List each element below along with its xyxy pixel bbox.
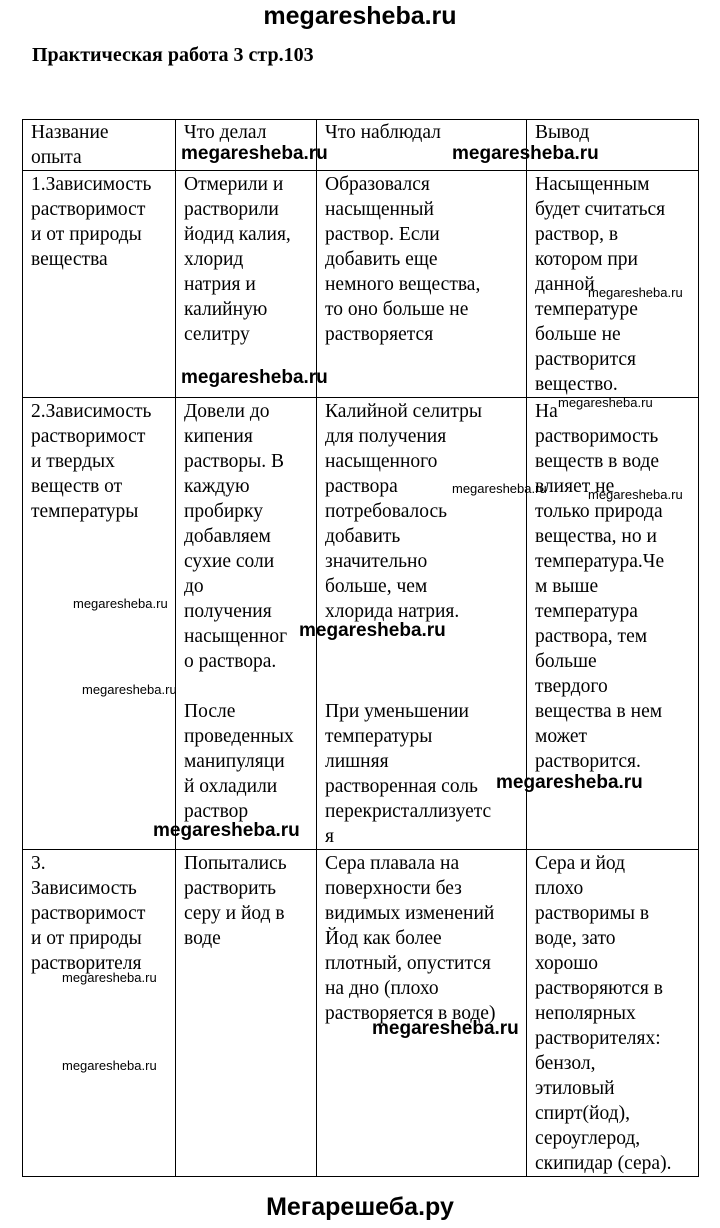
conclusion-cell: Насыщенным будет считаться раствор, в котором при данной температуре больше не растворится вещество. [527, 171, 699, 398]
watermark: megaresheba.ru [372, 1018, 519, 1039]
table-row [23, 850, 699, 1177]
what-observed-cell: Образовался насыщенный раствор. Если добавить еще немного вещества, то оно больше не растворяется [317, 171, 527, 398]
experiment-name-cell: 3. Зависимость растворимост и от природы растворителя [23, 850, 176, 1177]
watermark: megaresheba.ru [588, 487, 683, 502]
site-header: megaresheba.ru [263, 2, 457, 30]
watermark: megaresheba.ru [452, 143, 599, 164]
watermark: megaresheba.ru [452, 481, 547, 496]
what-did-cell [176, 398, 317, 850]
watermark: megaresheba.ru [181, 367, 328, 388]
watermark: megaresheba.ru [181, 143, 328, 164]
watermark: megaresheba.ru [588, 285, 683, 300]
header-what-did: Что делал [176, 120, 317, 171]
conclusion-cell: На растворимость веществ в воде влияет не только природа вещества, но и температура.Че м выше температура раствора, тем больше твердого вещества в нем может растворится. [527, 398, 699, 850]
watermark: megaresheba.ru [73, 596, 168, 611]
page-title: Практическая работа 3 стр.103 [32, 44, 314, 66]
what-observed-part-2: При уменьшении температуры лишняя растворенная соль перекристаллизуетс я [325, 701, 492, 847]
watermark: megaresheba.ru [153, 820, 300, 841]
practical-work-table [22, 119, 699, 1177]
watermark: megaresheba.ru [62, 970, 157, 985]
watermark: megaresheba.ru [82, 682, 177, 697]
what-observed-part-1: Калийной селитры для получения насыщенного раствора потребовалось добавить значительно больше, чем хлорида натрия. [325, 401, 482, 622]
header-what-observed: Что наблюдал [317, 120, 527, 171]
table-row [23, 171, 699, 398]
watermark: megaresheba.ru [299, 620, 446, 641]
header-conclusion: Вывод [527, 120, 699, 171]
what-did-cell: Отмерили и растворили йодид калия, хлорид натрия и калийную селитру [176, 171, 317, 398]
what-observed-cell: Сера плавала на поверхности без видимых изменений Йод как более плотный, опустится на дно (плохо растворяется в воде) [317, 850, 527, 1177]
experiment-name-cell: 1.Зависимость растворимост и от природы вещества [23, 171, 176, 398]
conclusion-cell: Сера и йод плохо растворимы в воде, зато хорошо растворяются в неполярных растворителях: бензол, этиловый спирт(йод), сероуглерод, скипидар (сера). [527, 850, 699, 1177]
watermark: megaresheba.ru [558, 395, 653, 410]
experiment-name-cell: 2.Зависимость растворимост и твердых веществ от температуры [23, 398, 176, 850]
what-did-cell: Попытались растворить серу и йод в воде [176, 850, 317, 1177]
site-footer: Мегарешеба.ру [266, 1193, 454, 1221]
watermark: megaresheba.ru [496, 772, 643, 793]
what-did-part-1: Довели до кипения растворы. В каждую пробирку добавляем сухие соли до получения насыщенног о раствора. [184, 401, 288, 672]
header-experiment-name: Название опыта [23, 120, 176, 171]
what-did-part-2: После проведенных манипуляци й охладили раствор [184, 701, 294, 822]
watermark: megaresheba.ru [62, 1058, 157, 1073]
